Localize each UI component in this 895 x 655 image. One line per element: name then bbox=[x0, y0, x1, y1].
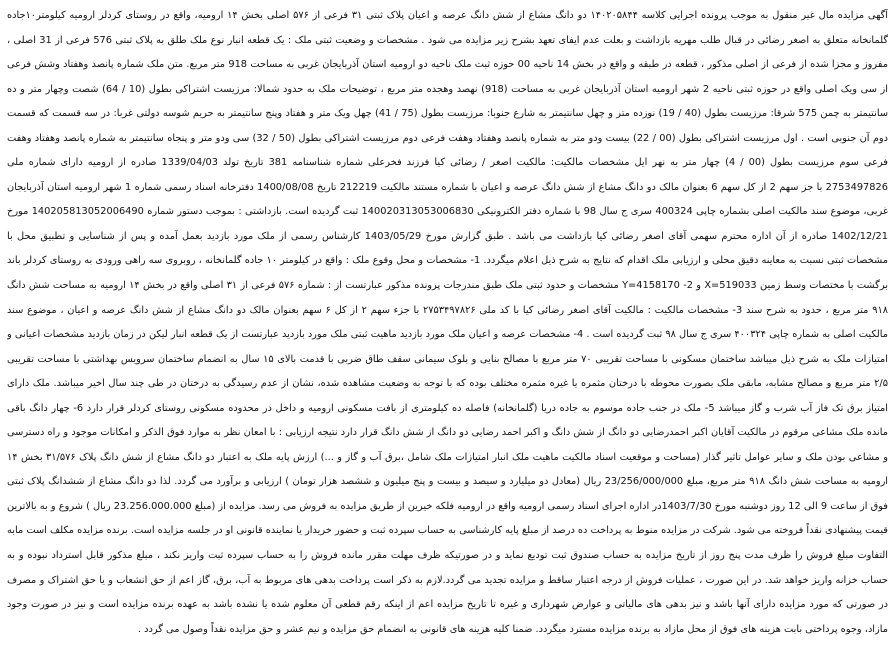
notice-body-text: آگهی مزایده مال غیر منقول به موجب پرونده اجرایی کلاسه ۱۴۰۲۰۵۸۴۴ دو دانگ مشاع از شش دانگ عرصه و اعیان پلاک ثبتی ۳۱ فرعی از ۵۷۶ اصلی بخش ۱۴ ارومیه، واقع در روستای کردلر ارومیه کیلومتر۱۰جاده گلمانخانه متعلق به اصغر رضائی در قبال طلب مهریه بازداشت و بعلت عدم ایفای تعهد بشرح زیر مزایده می شود . مشخصات و وضعیت ثبتی ملک : یک قطعه انبار نوع ملک طلق به پلاک ثبتی 576 فرعی از 31 اصلی ، مفروز و مجزا شده از فرعی از اصلی مذکور ، قطعه در طبقه و واقع در بخش 14 ناحیه 00 حوزه ثبت ملک ناحیه دو ارومیه استان آذربایجان غربی به مساحت 918 متر مربع. متن ملک شماره پانصد وهفتاد وشش فرعی از سی ویک اصلی واقع در حوزه ثبتی ناحیه 2 شهر ارومیه استان آذربایجان غربی به مساحت (918) نهصد وهجده متر مربع ، توضیحات ملک به حدود شمالا: مرزیست اشتراکی بطول (10 / 64) شصت وچهار متر و ده سانتیمتر به چمن 575 شرقا: مرزیست بطول (40 / 19) نوزده متر و چهل سانتیمتر به شارع جنوبا: مرزیست بطول (75 / 41) چهل ویک متر و هفتاد وپنج سانتیمتر به حریم شوسه دولتی غربا: در سه قسمت که قسمت دوم آن جنوبی است . اول مرزیست اشتراکی بطول (00 / 22) بیست ودو متر به شماره پانصد وهفتاد وهفت فرعی دوم مرزیست اشتراکی بطول (50 / 32) سی ودو متر و پنجاه سانتیمتر به شماره پانصد وهفتاد وهفت فرعی سوم مرزیست بطول (00 / 4) چهار متر به نهر ایل مشخصات مالکیت: مالکیت اصغر / رضائی کیا فرزند فخرعلی شماره شناسنامه 381 تاریخ تولد 1339/04/03 صادره از ارومیه دارای شماره ملی 2753497826 با جز سهم 2 از کل سهم 6 بعنوان مالک دو دانگ مشاع از شش دانگ عرصه و اعیان با شماره مستند مالکیت 212219 تاریخ 1400/08/08 دفترخانه اسناد رسمی شماره 1 شهر ارومیه استان آذربایجان غربی، موضوع سند مالکیت اصلی بشماره چاپی 400324 سری ج سال 98 با شماره دفتر الکترونیکی 140020313053006830 ثبت گردیده است. بازداشتی : بموجب دستور شماره 140205813052006490 مورخ 1402/12/21 صادره از آن اداره محترم سهمی آقای اصغر رضائی کیا بازداشت می باشد . طبق گزارش مورخ 1403/05/29 کارشناس رسمی از ملک مورد بازدید بعمل آمده و پس از شناسایی و تطبیق محل با مشخصات ثبتی نسبت به معاینه دقیق محلی و ارزیابی ملک اقدام که نتایج به شرح ذیل اعلام میگردد. 1- مشخصات و محل وقوع ملک : واقع در کیلومتر ۱۰ جاده گلمانخانه ، روبروی سه راهی ورودی به روستای کردلر باند برگشت با مختصات وسط زمین X=519033 و Y=4158170 -2 مشخصات و حدود ثبتی ملک طبق مندرجات پرونده مذکور عبارتست از : شماره ۵۷۶ فرعی از ۳۱ اصلی واقع در بخش ۱۴ ارومیه به مساحت شش دانگ ۹۱۸ متر مربع ، حدود به شرح سند 3- مشخصات مالکیت : مالکیت آقای اصغر رضائی کیا با کد ملی ۲۷۵۳۴۹۷۸۲۶ با جزء سهم ۲ از کل ۶ سهم بعنوان مالک دو دانگ مشاع از شش دانگ عرصه و اعیان ، موضوع سند مالکیت اصلی به شماره چاپی ۴۰۰۳۲۴ سری ج سال ۹۸ ثبت گردیده است . 4- مشخصات عرصه و اعیان ملک مورد بازدید ماهیت ثبتی ملک مورد بازدید عبارتست از یک قطعه انبار لیکن در زمان بازدید مشخصات اعیانی و امتیازات ملک به شرح ذیل میباشد ساختمان مسکونی با مساحت تقریبی ۷۰ متر مربع با مصالح بنایی و بلوک سیمانی سقف طاق ضربی با قدمت بالای ۱۵ سال به انضمام ساختمان سرویس بهداشتی با مساحت تقریبی ۲/۵ متر مربع و مصالح مشابه، مابقی ملک بصورت محوطه با درختان مثمره یا غیره مثمره مختلف بوده که با توجه به وضعیت مشاهده شده، نشان از عدم رسیدگی به درختان در طی چند سال اخیر میباشد. ملک دارای امتیاز برق تک فاز آب شرب و گاز میباشد 5- ملک در جنب جاده موسوم به جاده دریا (گلمانخانه) فاصله ده کیلومتری از بافت مسکونی ارومیه و داخل در محدوده مسکونی روستای کردلر قرار دارد 6- چهار دانگ باقی مانده ملک مشاعی مرقوم در مالکیت آقایان اکبر احمدرضایی دو دانگ از شش دانگ و اکبر احمد رضایی دو دانگ از شش دانگ قرار دارد نتیجه ارزیابی : با امعان نظر به موارد فوق الذکر و امکانات موجود و راه دسترسی و مشاعی بودن ملک و سایر عوامل تاثیر گذار (مساحت و موقعیت اسناد مالکیت ماهیت ملک انبار امتیازات ملک شامل ،برق آب و گاز و ...) ارزش پایه ملک به اعتبار دو دانگ مشاع از شش دانگ پلاک ۳۱/۵۷۶ بخش ۱۴ ارومیه به مساحت شش دانگ ۹۱۸ متر مربع، مبلغ 23/256/000/000 ریال (معادل دو میلیارد و سیصد و بیست و پنج میلیون و ششصد هزار تومان ) ارزیابی و برآورد می گردد. لذا دو دانگ مشاع از ششدانگ پلاک ثبتی فوق از ساعت 9 الی 12 روز دوشنبه مورخ 1403/7/30در اداره اجرای اسناد رسمی ارومیه واقع در ارومیه فلکه خیرین از طریق مزایده به فروش می رسد. مزایده از (مبلغ 23.256.000.000 ریال ) شروع و به بالاترین قیمت پیشنهادی نقداً فروخته می شود. شرکت در مزایده منوط به پرداخت ده درصد از مبلغ پایه کارشناسی به حساب سپرده ثبت و حضور خریدار یا نماینده قانونی او در جلسه مزایده است. برنده مزایده مکلف است مابه التفاوت مبلغ فروش را ظرف مدت پنج روز از تاریخ مزایده به حساب صندوق ثبت تودیع نماید و در صورتیکه ظرف مهلت مقرر مانده فروش را به حساب سپرده ثبت واریز نکند ، مبلغ مذکور قابل استرداد نبوده و به حساب خزانه واریز خواهد شد. در این صورت ، عملیات فروش از درجه اعتبار ساقط و مزایده تجدید می گردد.لازم به ذکر است پرداخت بدهی های مربوط به آب، برق، گاز اعم از حق انشعاب و یا حق اشتراک و مصرف در صورتی که مورد مزایده دارای آنها باشد و نیز بدهی های مالیاتی و عوارض شهرداری و غیره تا تاریخ مزایده اعم از اینکه رقم قطعی آن معلوم شده یا نشده باشد به عهده برنده مزایده است و نیز در صورت وجود مازاد، وجوه پرداختی بابت هزینه های فوق از محل مازاد به برنده مزایده مسترد میگردد. ضمنا کلیه هزینه های قانونی به انضمام حق مزایده و نیم عشر و حق مزایده نقداً وصول می گردد . bbox=[7, 10, 888, 635]
auction-notice bbox=[7, 4, 888, 647]
